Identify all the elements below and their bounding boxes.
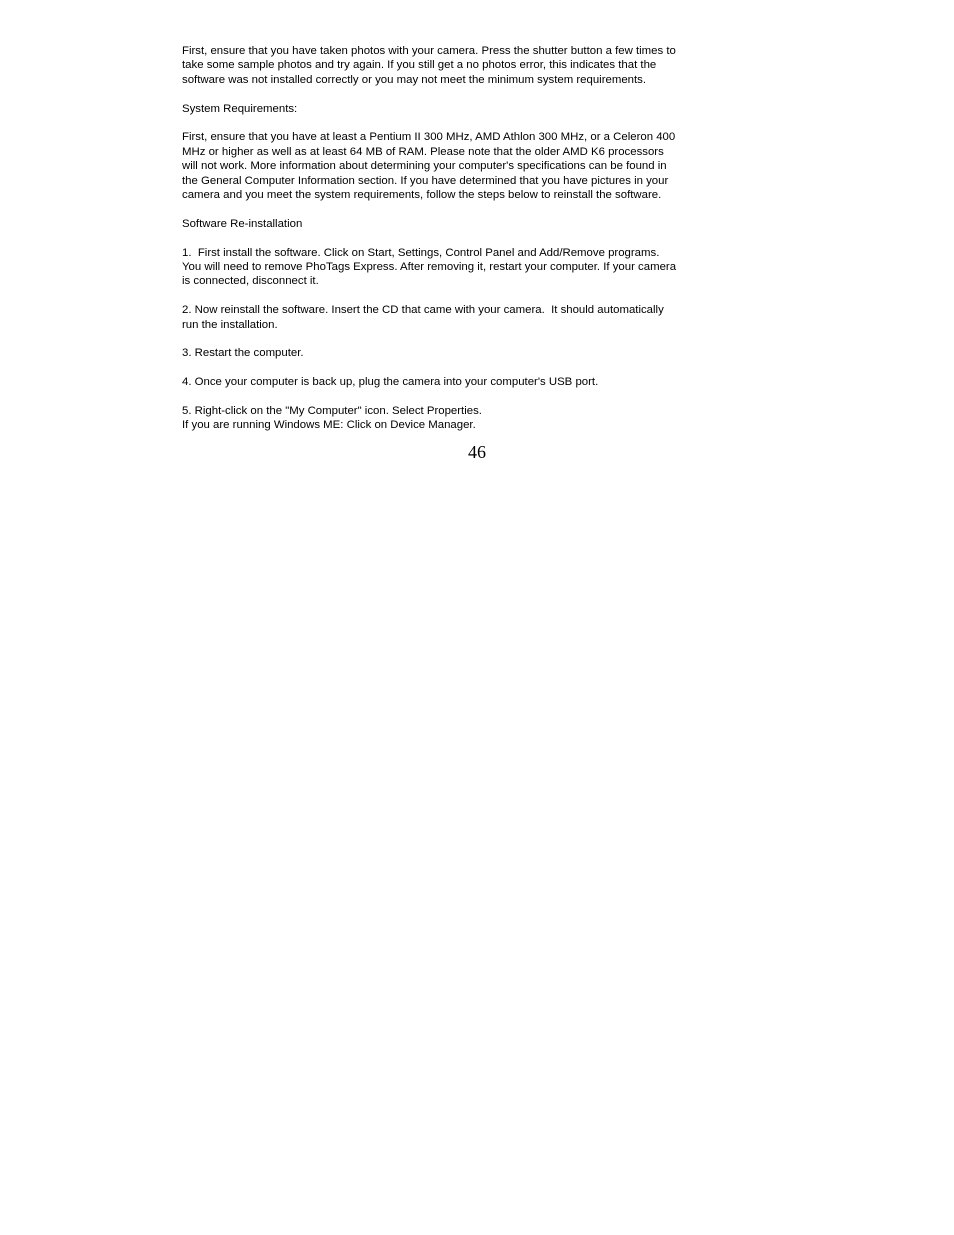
- step-2: 2. Now reinstall the software. Insert the CD that came with your camera. It should automatically run the installation.: [182, 304, 664, 331]
- body-text: [182, 44, 734, 433]
- step-4: 4. Once your computer is back up, plug the camera into your computer's USB port.: [182, 376, 599, 389]
- step-1: 1. First install the software. Click on Start, Settings, Control Panel and Add/Remove programs. You will need to remove PhoTags Express. After removing it, restart your computer. If your camera is connected, disconnect it.: [182, 246, 677, 288]
- heading-software-reinstallation: Software Re-installation: [182, 217, 303, 230]
- step-5: 5. Right-click on the "My Computer" icon. Select Properties. If you are running Windows ME: Click on Device Manager.: [182, 405, 482, 432]
- paragraph-system-requirements: First, ensure that you have at least a Pentium II 300 MHz, AMD Athlon 300 MHz, or a Celeron 400 MHz or higher as well as at least 64 MB of RAM. Please note that the older AMD K6 processors will not work. More information about determining your computer's specifications can be found in the General Computer Information section. If you have determined that you have pictures in your camera and you meet the system requirements, follow the steps below to reinstall the software.: [182, 131, 676, 202]
- paragraph-intro: First, ensure that you have taken photos with your camera. Press the shutter button a few times to take some sample photos and try again. If you still get a no photos error, this indicates that the software was not installed correctly or you may not meet the minimum system requirements.: [182, 45, 676, 86]
- page-number: 46: [468, 442, 486, 462]
- step-3: 3. Restart the computer.: [182, 347, 304, 360]
- heading-system-requirements: System Requirements:: [182, 102, 298, 115]
